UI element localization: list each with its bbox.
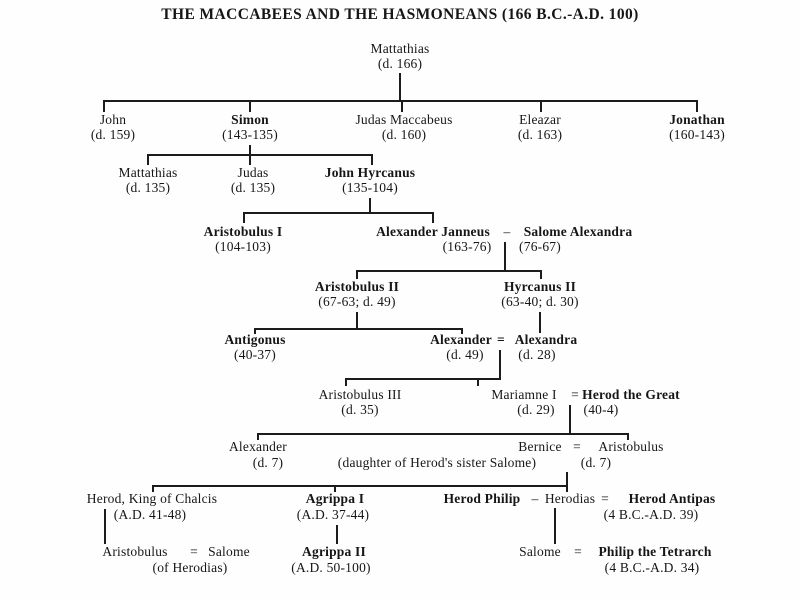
person-mattathias-ii-name: Mattathias [118,165,178,180]
line-gen4-bar [243,212,434,214]
line-tick-john [103,100,105,112]
person-mariamne-name: Mariamne I [491,387,557,402]
person-john-dates: (d. 159) [90,127,136,142]
person-mattathias-ii-dates: (d. 135) [125,180,171,195]
line-tick-alexander-janneus [432,212,434,223]
line-tick-john-hyrcanus [371,154,373,165]
line-tick-jonathan [696,100,698,112]
line-bernice-marriage-stem [566,472,568,492]
person-aristobulus-v-name: Aristobulus [102,544,168,559]
person-herod-antipas-name: Herod Antipas [628,491,716,506]
line-tick-judas [249,154,251,165]
person-judas-maccabeus-dates: (d. 160) [381,127,427,142]
line-tick-mattathias-ii [147,154,149,165]
line-gen8-bar [257,433,629,435]
marriage-eq-herodias-antipas: = [601,491,609,506]
person-eleazar-name: Eleazar [519,112,561,127]
marriage-eq-aristobulus-salome: = [190,544,198,559]
line-herod-chalcis-stem [104,509,106,544]
line-herodias-stem [554,508,556,544]
person-judas-maccabeus-name: Judas Maccabeus [355,112,453,127]
line-mattathias-stem [399,73,401,101]
line-alexander-marriage-stem [499,350,501,380]
person-john-hyrcanus-name: John Hyrcanus [324,165,416,180]
line-hyrcanus-ii-to-alexandra [539,312,541,333]
line-aristobulus-ii-stem [356,312,358,329]
person-bernice-note: (daughter of Herod's sister Salome) [337,455,537,470]
person-simon-name: Simon [231,112,269,127]
person-aristobulus-iii-name: Aristobulus III [318,387,402,402]
person-alexandra-name: Alexandra [514,332,578,347]
marriage-eq-mariamne-herod: = [571,387,579,402]
person-mattathias-dates: (d. 166) [377,56,423,71]
person-agrippa-ii-dates: (A.D. 50-100) [291,560,371,575]
marriage-dash-janneus-salome: – [503,224,511,239]
person-mattathias-name: Mattathias [370,41,430,56]
person-eleazar-dates: (d. 163) [517,127,563,142]
person-agrippa-i-name: Agrippa I [305,491,365,506]
person-jonathan-name: Jonathan [669,112,725,127]
person-judas-name: Judas [237,165,269,180]
person-philip-tetrarch-name: Philip the Tetrarch [598,544,712,559]
person-agrippa-i-dates: (A.D. 37-44) [296,507,370,522]
marriage-eq-bernice-aristobulus: = [573,439,581,454]
person-antigonus-name: Antigonus [224,332,286,347]
person-salome-alexandra-name: Salome Alexandra [523,224,633,239]
marriage-eq-salome-philip: = [574,544,582,559]
person-hyrcanus-ii-name: Hyrcanus II [503,279,577,294]
person-john-hyrcanus-dates: (135-104) [342,180,398,195]
page-title: THE MACCABEES AND THE HASMONEANS (166 B.C.-A.D. 100) [161,6,639,23]
person-antigonus-dates: (40-37) [234,347,276,362]
person-aristobulus-iv-dates: (d. 7) [580,455,612,470]
person-mariamne-dates: (d. 29) [517,402,555,417]
line-gen9-bar [152,485,568,487]
person-hyrcanus-ii-dates: (63-40; d. 30) [501,294,579,309]
person-herod-chalcis-dates: (A.D. 41-48) [113,507,187,522]
line-tick-eleazar [540,100,542,112]
person-alexander-ii-dates: (d. 7) [252,455,284,470]
person-agrippa-ii-name: Agrippa II [302,544,366,559]
person-aristobulus-ii-dates: (67-63; d. 49) [318,294,396,309]
person-aristobulus-iii-dates: (d. 35) [341,402,379,417]
person-herod-philip-name: Herod Philip [443,491,521,506]
line-tick-mariamne [477,378,479,386]
person-jonathan-dates: (160-143) [669,127,725,142]
person-alexandra-dates: (d. 28) [518,347,556,362]
person-salome-alexandra-dates: (76-67) [519,239,561,254]
line-gen6-bar [254,328,463,330]
person-simon-dates: (143-135) [222,127,278,142]
line-tick-aristobulus-ii [356,270,358,279]
person-salome-i-note: (of Herodias) [152,560,228,575]
person-aristobulus-iv-name: Aristobulus [598,439,664,454]
line-janneus-marriage-stem [504,242,506,272]
person-salome-i-name: Salome [208,544,250,559]
person-bernice-name: Bernice [518,439,562,454]
person-judas-dates: (d. 135) [230,180,276,195]
line-tick-aristobulus-iii [345,378,347,386]
person-herod-the-great-dates: (40-4) [583,402,619,417]
person-herodias-name: Herodias [544,491,596,506]
person-alexander-ii-name: Alexander [228,439,288,454]
line-tick-aristobulus-i [243,212,245,223]
person-aristobulus-i-dates: (104-103) [215,239,271,254]
line-herod-marriage-stem [569,405,571,435]
marriage-eq-alexander-alexandra: = [497,332,505,347]
line-john-hyrcanus-stem [369,198,371,213]
marriage-dash-philip-herodias: – [531,491,539,506]
line-tick-judas-maccabeus [401,100,403,112]
line-tick-simon [249,100,251,112]
person-alexander-janneus-name: Alexander Janneus [376,224,490,239]
person-philip-tetrarch-dates: (4 B.C.-A.D. 34) [604,560,700,575]
person-alexander-dates: (d. 49) [446,347,484,362]
person-aristobulus-i-name: Aristobulus I [203,224,283,239]
person-salome-ii-name: Salome [519,544,561,559]
person-alexander-name: Alexander [430,332,492,347]
line-agrippa-i-stem [336,525,338,544]
line-gen3-bar [147,154,373,156]
person-herod-chalcis-name: Herod, King of Chalcis [86,491,218,506]
line-tick-hyrcanus-ii [540,270,542,279]
person-john-name: John [99,112,127,127]
person-alexander-janneus-dates: (163-76) [442,239,492,254]
line-gen5-bar [356,270,542,272]
person-aristobulus-ii-name: Aristobulus II [314,279,400,294]
person-herod-antipas-dates: (4 B.C.-A.D. 39) [603,507,699,522]
person-herod-the-great-name: Herod the Great [582,387,680,402]
